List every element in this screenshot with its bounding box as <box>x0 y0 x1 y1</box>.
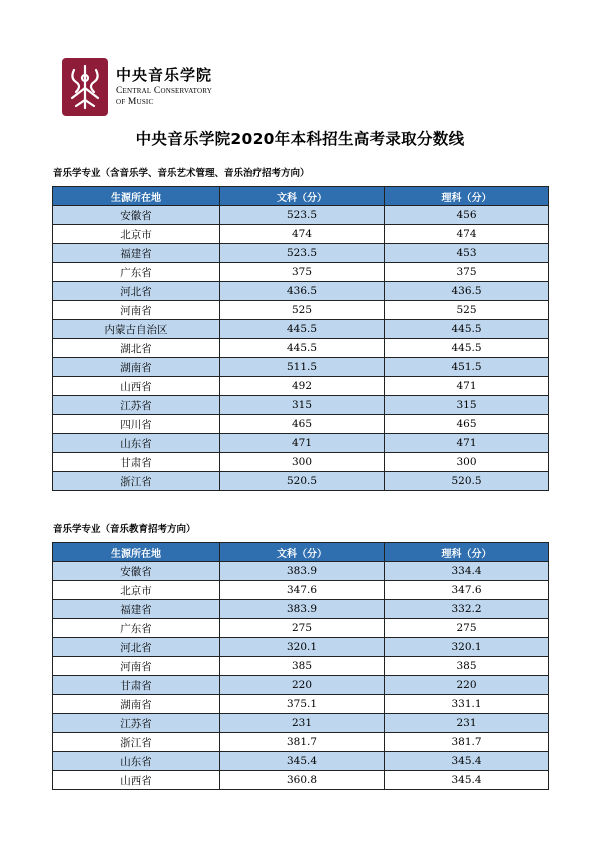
column-header-region: 生源所在地 <box>53 187 220 206</box>
table-row <box>53 638 549 657</box>
column-header-science: 理科（分） <box>385 187 549 206</box>
liberal-arts-score-cell: 347.6 <box>220 581 385 600</box>
table-row <box>53 434 549 453</box>
liberal-arts-score-cell: 465 <box>220 415 385 434</box>
science-score-cell: 471 <box>385 434 549 453</box>
table-row <box>53 600 549 619</box>
science-score-cell: 320.1 <box>385 638 549 657</box>
region-cell: 四川省 <box>53 415 220 434</box>
science-score-cell: 345.4 <box>385 771 549 790</box>
table-body <box>53 562 549 790</box>
table-row <box>53 244 549 263</box>
region-cell: 福建省 <box>53 244 220 263</box>
logo-english-line1: Central Conservatory <box>116 86 213 96</box>
science-score-cell: 436.5 <box>385 282 549 301</box>
region-cell: 甘肃省 <box>53 676 220 695</box>
page-title: 中央音乐学院2020年本科招生高考录取分数线 <box>135 130 465 148</box>
table-row <box>53 415 549 434</box>
column-header-region: 生源所在地 <box>53 543 220 562</box>
region-cell: 湖南省 <box>53 358 220 377</box>
table-row <box>53 714 549 733</box>
liberal-arts-score-cell: 525 <box>220 301 385 320</box>
liberal-arts-score-cell: 445.5 <box>220 339 385 358</box>
table-row <box>53 771 549 790</box>
table-header-row <box>53 187 549 206</box>
table-row <box>53 225 549 244</box>
score-table-musicology <box>52 186 549 491</box>
score-table-music-education <box>52 542 549 790</box>
section-label-musicology: 音乐学专业（含音乐学、音乐艺术管理、音乐治疗招考方向） <box>53 168 310 179</box>
table-header-row <box>53 543 549 562</box>
column-header-science: 理科（分） <box>385 543 549 562</box>
science-score-cell: 520.5 <box>385 472 549 491</box>
region-cell: 河北省 <box>53 282 220 301</box>
region-cell: 浙江省 <box>53 733 220 752</box>
region-cell: 河南省 <box>53 301 220 320</box>
region-cell: 广东省 <box>53 619 220 638</box>
table-row <box>53 263 549 282</box>
region-cell: 湖南省 <box>53 695 220 714</box>
liberal-arts-score-cell: 511.5 <box>220 358 385 377</box>
liberal-arts-score-cell: 220 <box>220 676 385 695</box>
science-score-cell: 345.4 <box>385 752 549 771</box>
liberal-arts-score-cell: 360.8 <box>220 771 385 790</box>
table-row <box>53 695 549 714</box>
science-score-cell: 445.5 <box>385 339 549 358</box>
table-row <box>53 301 549 320</box>
region-cell: 山西省 <box>53 377 220 396</box>
table-row <box>53 339 549 358</box>
table-row <box>53 282 549 301</box>
region-cell: 山东省 <box>53 434 220 453</box>
region-cell: 江苏省 <box>53 396 220 415</box>
region-cell: 山西省 <box>53 771 220 790</box>
science-score-cell: 332.2 <box>385 600 549 619</box>
science-score-cell: 525 <box>385 301 549 320</box>
table-row <box>53 619 549 638</box>
liberal-arts-score-cell: 474 <box>220 225 385 244</box>
table-row <box>53 358 549 377</box>
table-row <box>53 676 549 695</box>
liberal-arts-score-cell: 383.9 <box>220 600 385 619</box>
logo-english-line2: of Music <box>116 97 154 107</box>
liberal-arts-score-cell: 231 <box>220 714 385 733</box>
liberal-arts-score-cell: 520.5 <box>220 472 385 491</box>
table-row <box>53 320 549 339</box>
liberal-arts-score-cell: 471 <box>220 434 385 453</box>
science-score-cell: 375 <box>385 263 549 282</box>
region-cell: 北京市 <box>53 225 220 244</box>
region-cell: 浙江省 <box>53 472 220 491</box>
region-cell: 福建省 <box>53 600 220 619</box>
table-row <box>53 733 549 752</box>
science-score-cell: 474 <box>385 225 549 244</box>
table-row <box>53 472 549 491</box>
region-cell: 山东省 <box>53 752 220 771</box>
section-label-music-education: 音乐学专业（音乐教育招考方向） <box>53 524 196 535</box>
region-cell: 河南省 <box>53 657 220 676</box>
liberal-arts-score-cell: 381.7 <box>220 733 385 752</box>
table-row <box>53 752 549 771</box>
region-cell: 广东省 <box>53 263 220 282</box>
region-cell: 内蒙古自治区 <box>53 320 220 339</box>
table-row <box>53 453 549 472</box>
liberal-arts-score-cell: 436.5 <box>220 282 385 301</box>
table-row <box>53 377 549 396</box>
logo-english-name <box>116 86 212 108</box>
science-score-cell: 315 <box>385 396 549 415</box>
table-row <box>53 396 549 415</box>
liberal-arts-score-cell: 492 <box>220 377 385 396</box>
science-score-cell: 385 <box>385 657 549 676</box>
liberal-arts-score-cell: 383.9 <box>220 562 385 581</box>
science-score-cell: 331.1 <box>385 695 549 714</box>
liberal-arts-score-cell: 345.4 <box>220 752 385 771</box>
liberal-arts-score-cell: 275 <box>220 619 385 638</box>
liberal-arts-score-cell: 320.1 <box>220 638 385 657</box>
liberal-arts-score-cell: 315 <box>220 396 385 415</box>
science-score-cell: 231 <box>385 714 549 733</box>
region-cell: 河北省 <box>53 638 220 657</box>
science-score-cell: 220 <box>385 676 549 695</box>
table-row <box>53 206 549 225</box>
table-row <box>53 581 549 600</box>
science-score-cell: 275 <box>385 619 549 638</box>
science-score-cell: 445.5 <box>385 320 549 339</box>
liberal-arts-score-cell: 375.1 <box>220 695 385 714</box>
school-logo <box>62 58 242 118</box>
table-row <box>53 657 549 676</box>
column-header-liberal-arts: 文科（分） <box>220 543 385 562</box>
liberal-arts-score-cell: 385 <box>220 657 385 676</box>
logo-chinese-name: 中央音乐学院 <box>116 66 213 84</box>
conservatory-emblem-icon <box>62 58 108 116</box>
table-row <box>53 562 549 581</box>
science-score-cell: 334.4 <box>385 562 549 581</box>
region-cell: 湖北省 <box>53 339 220 358</box>
region-cell: 北京市 <box>53 581 220 600</box>
region-cell: 江苏省 <box>53 714 220 733</box>
science-score-cell: 300 <box>385 453 549 472</box>
science-score-cell: 471 <box>385 377 549 396</box>
region-cell: 安徽省 <box>53 562 220 581</box>
science-score-cell: 465 <box>385 415 549 434</box>
science-score-cell: 456 <box>385 206 549 225</box>
column-header-liberal-arts: 文科（分） <box>220 187 385 206</box>
table-body <box>53 206 549 491</box>
science-score-cell: 381.7 <box>385 733 549 752</box>
region-cell: 甘肃省 <box>53 453 220 472</box>
liberal-arts-score-cell: 300 <box>220 453 385 472</box>
liberal-arts-score-cell: 523.5 <box>220 244 385 263</box>
science-score-cell: 453 <box>385 244 549 263</box>
liberal-arts-score-cell: 523.5 <box>220 206 385 225</box>
science-score-cell: 451.5 <box>385 358 549 377</box>
liberal-arts-score-cell: 375 <box>220 263 385 282</box>
science-score-cell: 347.6 <box>385 581 549 600</box>
liberal-arts-score-cell: 445.5 <box>220 320 385 339</box>
region-cell: 安徽省 <box>53 206 220 225</box>
